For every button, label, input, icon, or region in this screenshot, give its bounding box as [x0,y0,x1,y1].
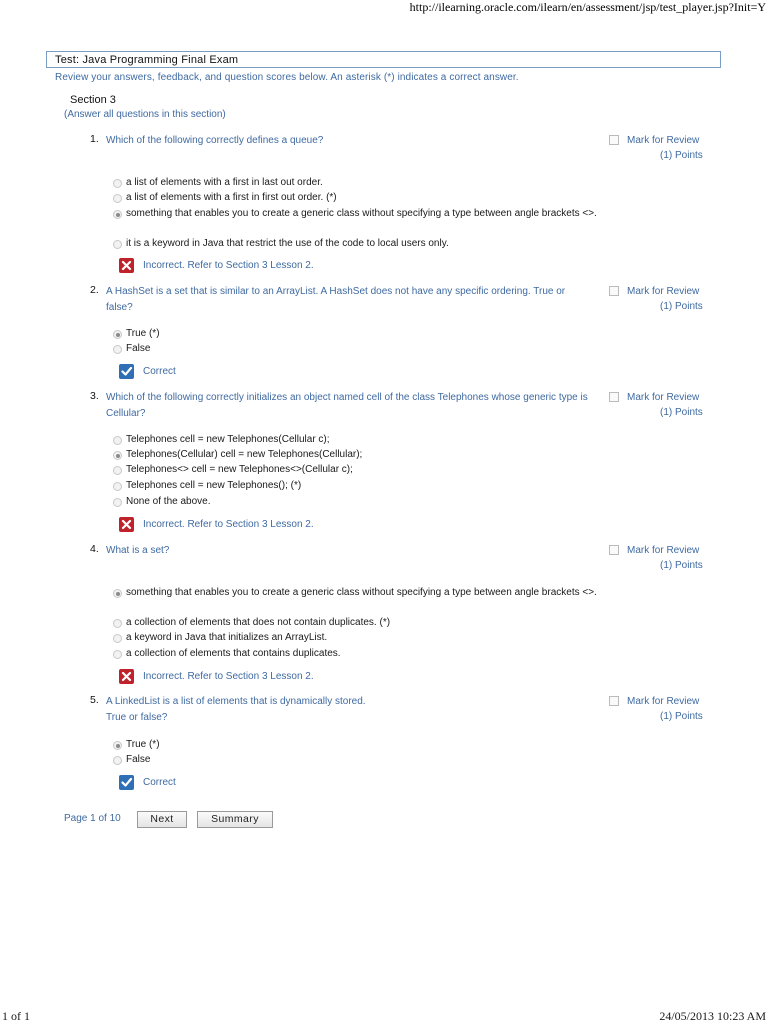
answer-option-label: something that enables you to create a generic class without specifying a type between angle brackets <>. [126,587,597,598]
mark-for-review-checkbox[interactable] [609,286,619,296]
radio-button[interactable] [113,345,122,354]
answer-option-label: False [126,754,151,765]
mark-for-review-checkbox[interactable] [609,135,619,145]
radio-button[interactable] [113,634,122,643]
correct-check-icon [119,364,134,379]
print-page-count: 1 of 1 [2,1009,30,1023]
answer-option-label: True (*) [126,739,160,750]
radio-button[interactable] [113,756,122,765]
mark-for-review-label: Mark for Review [627,696,700,707]
answer-option-label: a collection of elements that does not contain duplicates. (*) [126,617,391,628]
question-number: 5. [90,694,99,706]
answer-option-label: Telephones cell = new Telephones(); (*) [126,480,302,491]
feedback-text: Incorrect. Refer to Section 3 Lesson 2. [143,260,314,271]
print-datetime: 24/05/2013 10:23 AM [659,1009,766,1023]
next-button[interactable]: Next [137,811,187,828]
feedback-text: Incorrect. Refer to Section 3 Lesson 2. [143,519,314,530]
answer-option-label: None of the above. [126,496,211,507]
incorrect-x-icon [119,669,134,684]
mark-for-review-label: Mark for Review [627,545,700,556]
section-title: Section 3 [70,94,116,106]
page-url: http://ilearning.oracle.com/ilearn/en/assessment/jsp/test_player.jsp?Init=Y [409,0,766,14]
answer-option-label: Telephones<> cell = new Telephones<>(Cellular c); [126,464,353,475]
radio-button[interactable] [113,650,122,659]
question-points: (1) Points [660,560,703,571]
feedback-text: Correct [143,366,176,377]
correct-check-icon [119,775,134,790]
question-points: (1) Points [660,301,703,312]
question-number: 4. [90,543,99,555]
incorrect-x-icon [119,258,134,273]
radio-button-selected[interactable] [113,451,122,460]
question-points: (1) Points [660,150,703,161]
review-instructions: Review your answers, feedback, and question scores below. An asterisk (*) indicates a correct answer. [55,72,519,83]
radio-button[interactable] [113,194,122,203]
radio-button[interactable] [113,619,122,628]
radio-button[interactable] [113,466,122,475]
test-title-box [46,51,721,68]
question-text: Which of the following correctly initializes an object named cell of the class Telephones whose generic type is Cellular? [106,392,588,419]
mark-for-review-label: Mark for Review [627,392,700,403]
radio-button[interactable] [113,498,122,507]
answer-option-label: a list of elements with a first in first out order. (*) [126,192,337,203]
answer-option-label: a keyword in Java that initializes an ArrayList. [126,632,328,643]
section-subtitle: (Answer all questions in this section) [64,109,226,120]
answer-option-label: it is a keyword in Java that restrict the use of the code to local users only. [126,238,449,249]
question-number: 1. [90,133,99,145]
radio-button[interactable] [113,482,122,491]
radio-button-selected[interactable] [113,589,122,598]
answer-option-label: something that enables you to create a generic class without specifying a type between angle brackets <>. [126,208,597,219]
mark-for-review-label: Mark for Review [627,135,700,146]
answer-option-label: False [126,343,151,354]
question-number: 3. [90,390,99,402]
question-points: (1) Points [660,407,703,418]
radio-button[interactable] [113,240,122,249]
answer-option-label: True (*) [126,328,160,339]
answer-option-label: a list of elements with a first in last out order. [126,177,323,188]
mark-for-review-checkbox[interactable] [609,392,619,402]
radio-button-selected[interactable] [113,330,122,339]
answer-option-label: a collection of elements that contains duplicates. [126,648,341,659]
question-text: What is a set? [106,545,170,556]
radio-button[interactable] [113,179,122,188]
question-points: (1) Points [660,711,703,722]
page-indicator: Page 1 of 10 [64,813,121,824]
answer-option-label: Telephones cell = new Telephones(Cellular c); [126,434,330,445]
question-text: A LinkedList is a list of elements that is dynamically stored. True or false? [106,696,366,723]
question-text: Which of the following correctly defines a queue? [106,135,324,146]
radio-button-selected[interactable] [113,210,122,219]
question-text: A HashSet is a set that is similar to an ArrayList. A HashSet does not have any specific ordering. True or false? [106,286,566,313]
feedback-text: Incorrect. Refer to Section 3 Lesson 2. [143,671,314,682]
mark-for-review-checkbox[interactable] [609,696,619,706]
question-number: 2. [90,284,99,296]
mark-for-review-checkbox[interactable] [609,545,619,555]
feedback-text: Correct [143,777,176,788]
test-title: Test: Java Programming Final Exam [55,54,239,66]
radio-button-selected[interactable] [113,741,122,750]
mark-for-review-label: Mark for Review [627,286,700,297]
answer-option-label: Telephones(Cellular) cell = new Telephones(Cellular); [126,449,363,460]
incorrect-x-icon [119,517,134,532]
summary-button[interactable]: Summary [197,811,273,828]
radio-button[interactable] [113,436,122,445]
